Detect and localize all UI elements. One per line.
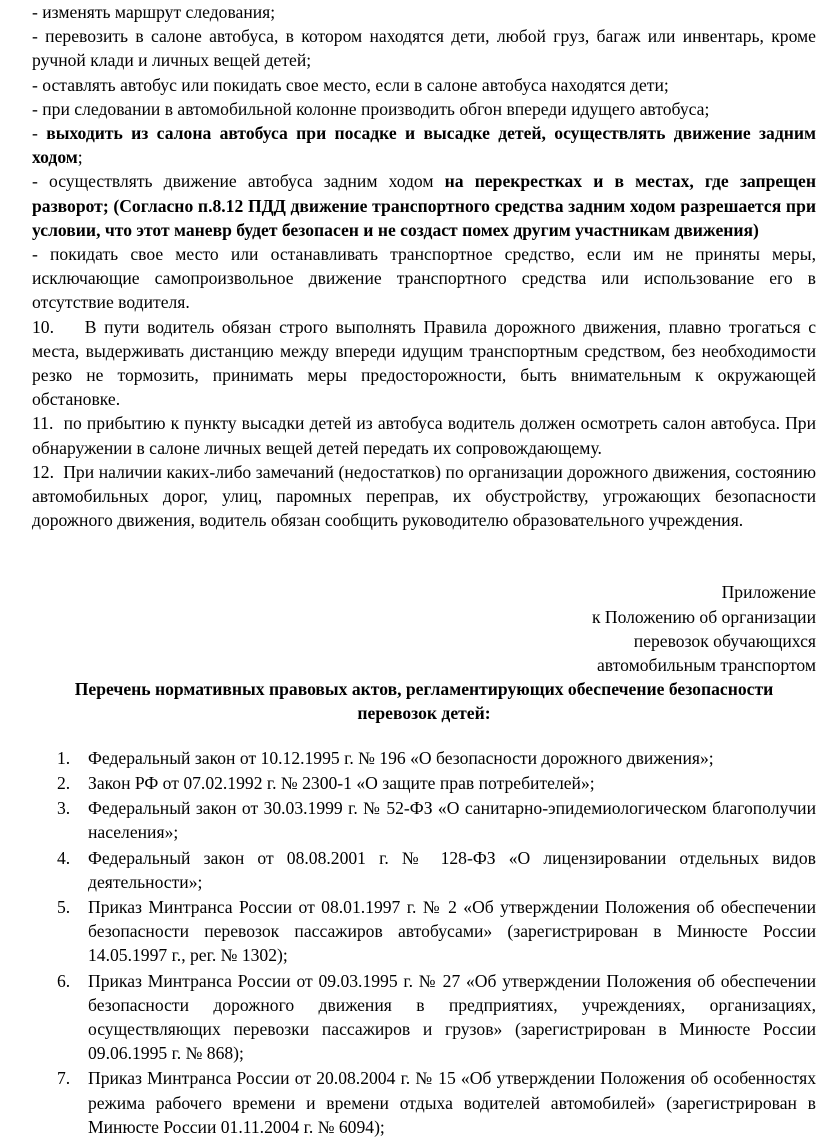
list-item [32, 746, 816, 770]
acts-list [32, 746, 816, 1139]
rule-item: - покидать свое место или останавливать транспортное средство, если им не приняты меры, исключающие самопроизвольное движение транспортного средства или использование его в отсутствие водителя. [32, 244, 816, 313]
paragraph-number: 12. [32, 461, 54, 482]
appendix-line: автомобильным транспортом [596, 655, 816, 676]
list-item [32, 969, 816, 1066]
paragraph-text: При наличии каких-либо замечаний (недостатков) по организации дорожного движения, состоянию автомобильных дорог, улиц, паромных переправ, их обустройству, угрожающих безопасности дорожного движения, водитель обязан сообщить руководителю образовательного учреждения. [32, 461, 816, 531]
item-text: Закон РФ от 07.02.1992 г. № 2300-1 «О защите прав потребителей»; [88, 772, 595, 793]
item-number: 7. [57, 1068, 71, 1089]
item-number: 2. [57, 772, 71, 793]
appendix-line: перевозок обучающихся [633, 630, 816, 651]
numbered-section [32, 315, 816, 533]
paragraph-text: по прибытию к пункту высадки детей из автобуса водитель должен осмотреть салон автобуса. При обнаружении в салоне личных вещей детей передать их сопровождающему. [32, 413, 816, 458]
item-number: 4. [57, 847, 71, 868]
rules-section [32, 0, 816, 315]
appendix-header [32, 580, 816, 677]
list-item [32, 895, 816, 968]
list-item [32, 796, 816, 844]
rule-item-reverse: - осуществлять движение автобуса задним ходом на перекрестках и в местах, где запрещен разворот; (Согласно п.8.12 ПДД движение транспортного средства задним ходом разрешается при условии, что этот маневр будет безопасен и не создаст помех другим участникам движения) [32, 171, 816, 240]
numbered-paragraph [32, 315, 816, 412]
spacer [32, 532, 816, 580]
list-item [32, 771, 816, 795]
rule-item-bold: - выходить из салона автобуса при посадке и высадке детей, осуществлять движение задним ходом; [32, 123, 816, 168]
item-text: Федеральный закон от 10.12.1995 г. № 196 «О безопасности дорожного движения»; [88, 747, 714, 768]
item-text: Федеральный закон от 30.03.1999 г. № 52-ФЗ «О санитарно-эпидемиологическом благополучии населения»; [88, 798, 816, 843]
numbered-paragraph [32, 460, 816, 533]
rule-item: - оставлять автобус или покидать свое место, если в салоне автобуса находятся дети; [32, 74, 669, 95]
item-text: Приказ Минтранса России от 08.01.1997 г. № 2 «Об утверждении Положения об обеспечении безопасности перевозок пассажиров автобусами» (зарегистрирован в Минюсте России 14.05.1997 г., рег. № 1302); [88, 896, 816, 966]
numbered-paragraph [32, 411, 816, 459]
document-page [32, 0, 816, 1140]
appendix-line: к Положению об организации [591, 606, 816, 627]
paragraph-number: 10. [32, 316, 54, 337]
paragraph-text: В пути водитель обязан строго выполнять Правила дорожного движения, плавно трогаться с места, выдерживать дистанцию между впереди идущим транспортным средством, без необходимости резко не тормозить, принимать меры предосторожности, быть внимательным к окружающей обстановке. [32, 316, 816, 410]
item-number: 3. [57, 798, 71, 819]
item-number: 1. [57, 747, 71, 768]
item-text: Федеральный закон от 08.08.2001 г. № 128-ФЗ «О лицензировании отдельных видов деятельности»; [88, 847, 816, 892]
rule-item: - перевозить в салоне автобуса, в котором находятся дети, любой груз, багаж или инвентарь, кроме ручной клади и личных вещей детей; [32, 26, 816, 71]
item-text: Приказ Минтранса России от 09.03.1995 г. № 27 «Об утверждении Положения об обеспечении безопасности дорожного движения в предприятиях, учреждениях, организациях, осуществляющих перевозки пассажиров и грузов» (зарегистрирован в Минюсте России 09.06.1995 г. № 868); [88, 970, 816, 1064]
appendix-line: Приложение [721, 582, 816, 603]
rule-item: - при следовании в автомобильной колонне производить обгон впереди идущего автобуса; [32, 98, 710, 119]
item-number: 6. [57, 970, 71, 991]
item-text: Приказ Минтранса России от 20.08.2004 г. № 15 «Об утверждении Положения об особенностях режима рабочего времени и времени отдыха водителей автомобилей» (зарегистрирован в Минюсте России 01.11.2004 г. № 6094); [88, 1068, 816, 1137]
list-item [32, 1066, 816, 1139]
paragraph-number: 11. [32, 413, 54, 434]
list-title: Перечень нормативных правовых актов, регламентирующих обеспечение безопасности перевозок детей: [74, 679, 774, 724]
rule-item: - изменять маршрут следования; [32, 2, 276, 22]
item-number: 5. [57, 896, 71, 917]
list-item [32, 846, 816, 894]
